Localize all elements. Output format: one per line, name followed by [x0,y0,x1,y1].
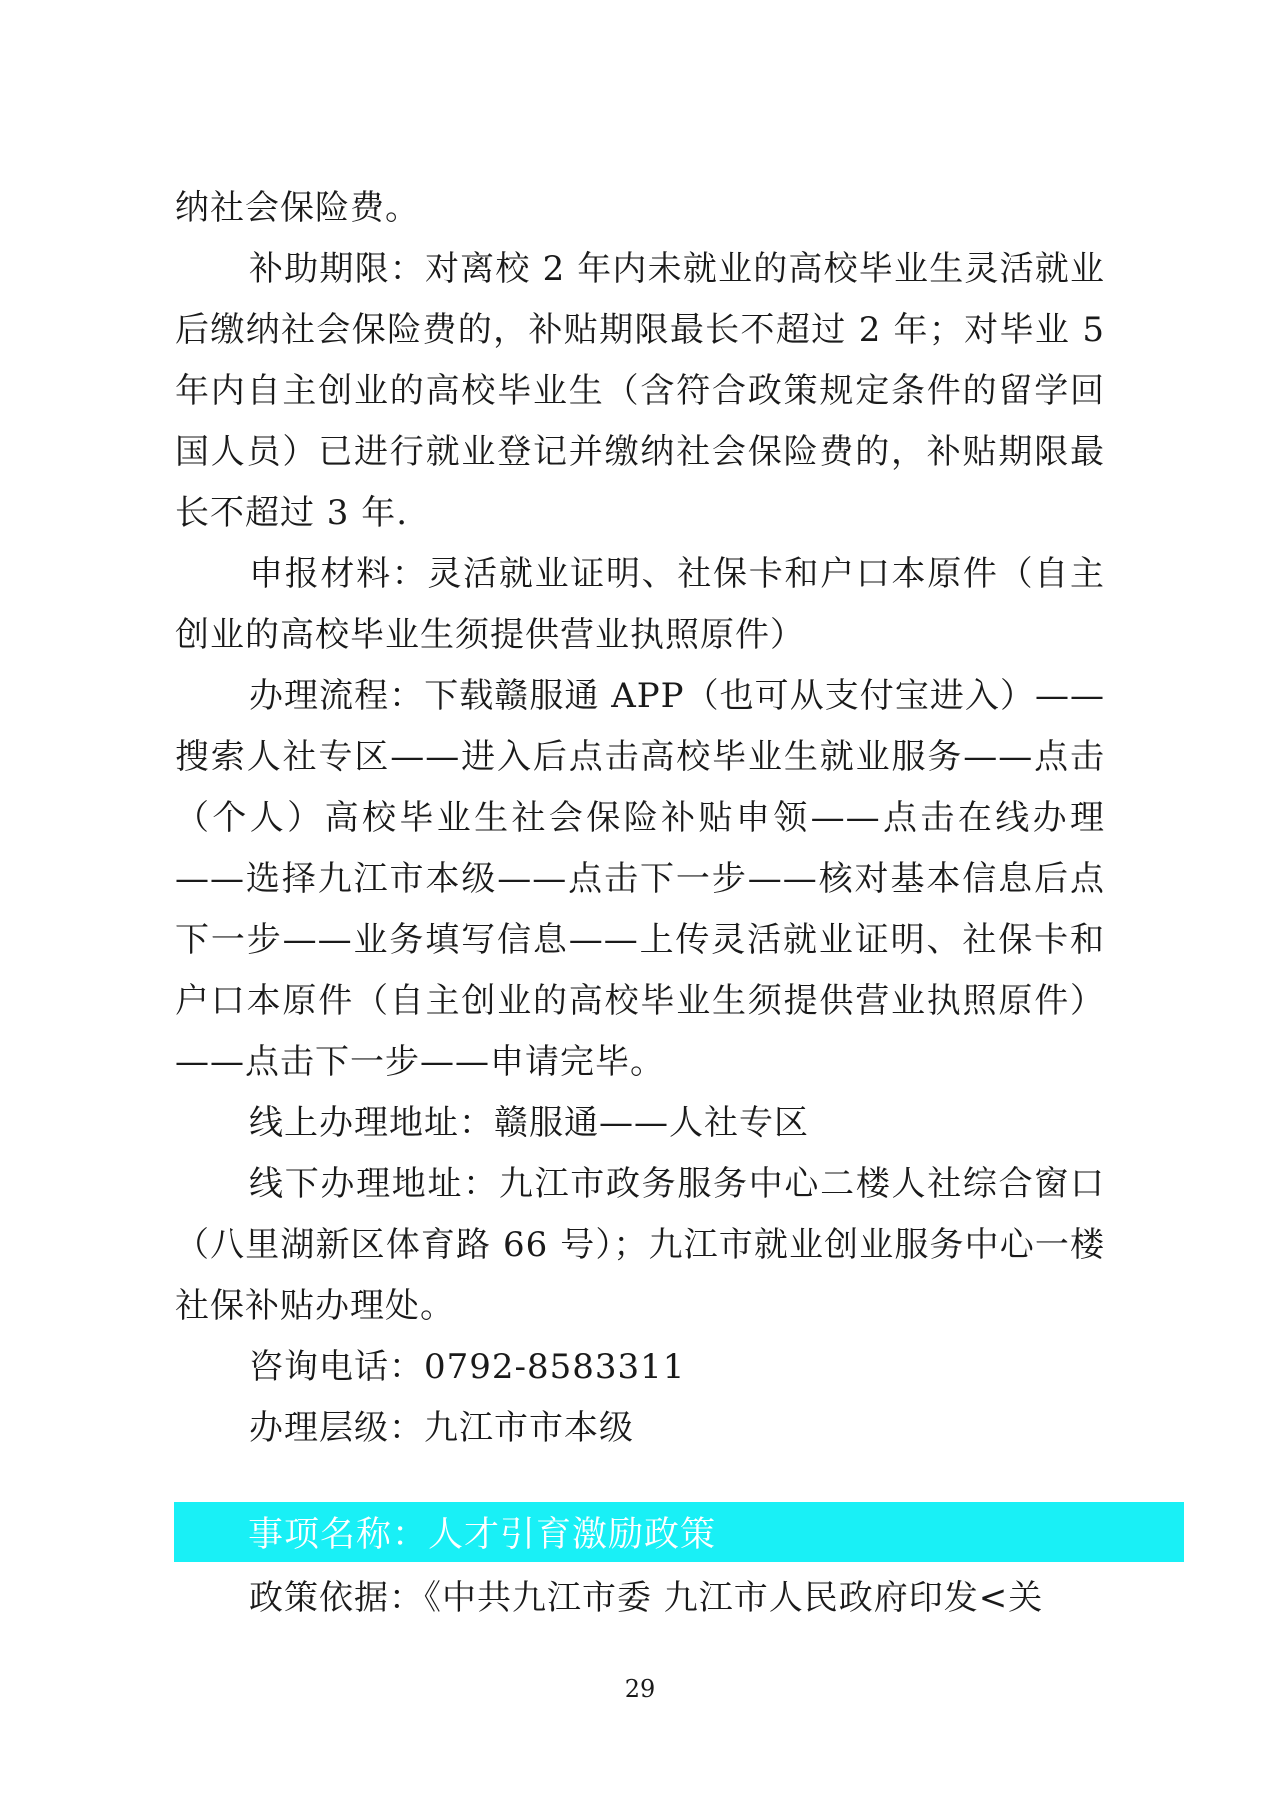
paragraph-materials: 申报材料：灵活就业证明、社保卡和户口本原件（自主创业的高校毕业生须提供营业执照原件） [175,554,1105,655]
paragraph-subsidy-period: 补助期限：对离校 2 年内未就业的高校毕业生灵活就业后缴纳社会保险费的，补贴期限最长不超过 2 年；对毕业 5 年内自主创业的高校毕业生（含符合政策规定条件的留学回国人员）已进行就业登记并缴纳社会保险费的，补贴期限最长不超过 3 年. [175,249,1105,533]
paragraph-level: 办理层级：九江市市本级 [249,1408,634,1448]
section-title-bar [174,1502,1184,1562]
paragraph-continuation: 纳社会保险费。 [175,188,420,228]
section-title: 事项名称：人才引育激励政策 [248,1515,717,1555]
paragraph-offline-address: 线下办理地址：九江市政务服务中心二楼人社综合窗口（八里湖新区体育路 66 号）；九江市就业创业服务中心一楼社保补贴办理处。 [175,1164,1105,1326]
paragraph-phone: 咨询电话：0792-8583311 [249,1347,686,1387]
paragraph-online-address: 线上办理地址：赣服通——人社专区 [249,1103,809,1143]
section-body [175,1568,1105,1629]
page-number: 29 [624,1675,656,1703]
paragraph-policy-basis: 政策依据：《中共九江市委 九江市人民政府印发<关 [249,1578,1044,1618]
paragraph-process: 办理流程：下载赣服通 APP（也可从支付宝进入）——搜索人社专区——进入后点击高校毕业生就业服务——点击（个人）高校毕业生社会保险补贴申领——点击在线办理——选择九江市本级——点击下一步——核对基本信息后点下一步——业务填写信息——上传灵活就业证明、社保卡和户口本原件（自主创业的高校毕业生须提供营业执照原件）——点击下一步——申请完毕。 [175,676,1105,1082]
document-body [175,178,1105,1459]
